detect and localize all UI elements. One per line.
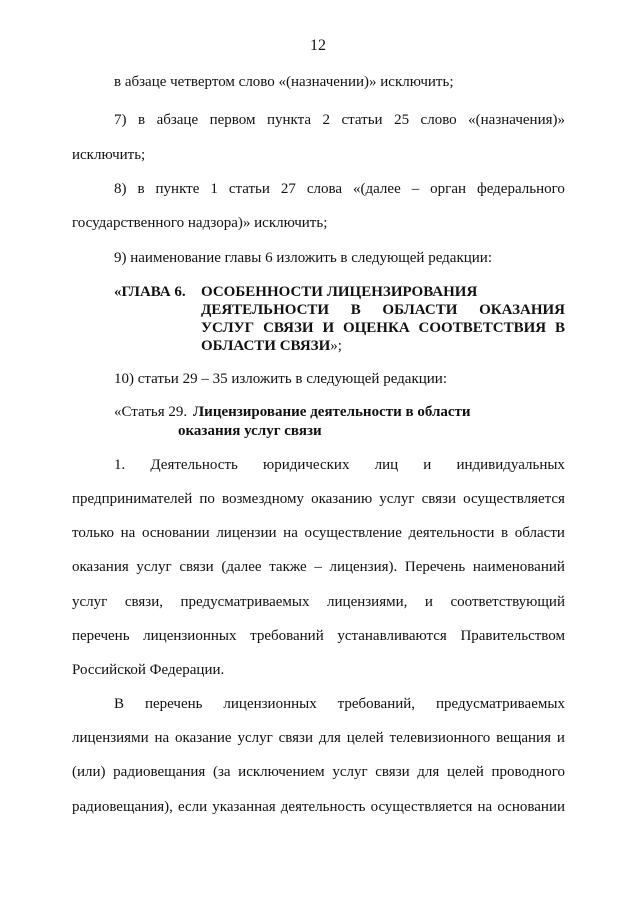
word: «(назначения)» bbox=[468, 112, 565, 128]
word: перечень bbox=[144, 696, 203, 712]
word: вещания bbox=[496, 730, 551, 746]
word: слово bbox=[420, 112, 457, 128]
word: оказание bbox=[175, 730, 232, 746]
word: в bbox=[501, 525, 509, 541]
word: и bbox=[423, 457, 432, 473]
word: СВЯЗИ bbox=[263, 320, 314, 336]
word: индивидуальных bbox=[456, 457, 565, 473]
word: Правительством bbox=[460, 628, 565, 644]
word: услуг bbox=[379, 491, 415, 507]
word: возмездному bbox=[221, 491, 305, 507]
word: (далее bbox=[221, 559, 262, 575]
word: и bbox=[556, 730, 565, 746]
word: Деятельность bbox=[150, 457, 238, 473]
word: требований, bbox=[337, 696, 416, 712]
word: перечень bbox=[72, 628, 130, 644]
word: И bbox=[322, 320, 335, 336]
word: лицензионных bbox=[223, 696, 317, 712]
word: лицензия). bbox=[329, 559, 398, 575]
word: только bbox=[72, 525, 115, 541]
word: ОБЛАСТИ bbox=[382, 302, 458, 318]
word: лицензионных bbox=[143, 628, 237, 644]
word: в bbox=[137, 181, 145, 197]
paragraph-line bbox=[114, 112, 565, 129]
word: связи bbox=[179, 559, 214, 575]
word: 8) bbox=[114, 181, 127, 197]
word: наименований bbox=[472, 559, 565, 575]
body-line bbox=[72, 491, 565, 508]
word: деятельности bbox=[408, 525, 495, 541]
word: проводного bbox=[491, 764, 565, 780]
paragraph-line: 10) статьи 29 – 35 изложить в следующей редакции: bbox=[114, 371, 447, 387]
body-line bbox=[114, 696, 565, 713]
word: предусматриваемых bbox=[435, 696, 565, 712]
word: связи bbox=[375, 764, 410, 780]
word: целей bbox=[346, 730, 384, 746]
word: указанная bbox=[212, 799, 276, 815]
word: на bbox=[120, 525, 136, 541]
word: лицензиями, bbox=[327, 594, 408, 610]
word: области bbox=[514, 525, 565, 541]
word: первом bbox=[209, 112, 256, 128]
word: – bbox=[411, 181, 420, 197]
word: орган bbox=[430, 181, 467, 197]
word: для bbox=[318, 730, 341, 746]
word: требований bbox=[250, 628, 324, 644]
word: оказанию bbox=[311, 491, 373, 507]
article-title-line: Лицензирование деятельности в области bbox=[193, 404, 471, 420]
word: абзаце bbox=[156, 112, 199, 128]
word: на bbox=[477, 799, 493, 815]
word: на bbox=[283, 525, 298, 541]
word: связи, bbox=[124, 594, 163, 610]
word: также bbox=[269, 559, 307, 575]
body-line bbox=[72, 525, 565, 542]
word: пункте bbox=[155, 181, 200, 197]
word: 2 bbox=[322, 112, 330, 128]
chapter-title-line bbox=[201, 320, 565, 337]
body-line bbox=[72, 559, 565, 576]
word: УСЛУГ bbox=[201, 320, 255, 336]
word: радиовещания), bbox=[72, 799, 173, 815]
word: пункта bbox=[266, 112, 312, 128]
word: 1 bbox=[210, 181, 218, 197]
word: статьи bbox=[228, 181, 270, 197]
word: слова bbox=[306, 181, 343, 197]
word: ОКАЗАНИЯ bbox=[479, 302, 565, 318]
word: (или) bbox=[72, 764, 106, 780]
paragraph-line: исключить; bbox=[72, 147, 146, 163]
paragraph-line: в абзаце четвертом слово «(назначении)» исключить; bbox=[114, 74, 454, 90]
word: федерального bbox=[476, 181, 565, 197]
word: соответствующий bbox=[450, 594, 565, 610]
word: предусматриваемых bbox=[180, 594, 310, 610]
word: радиовещания bbox=[113, 764, 206, 780]
chapter-title-line bbox=[201, 302, 565, 319]
word: основании bbox=[141, 525, 210, 541]
word: «(далее bbox=[353, 181, 401, 197]
word: 27 bbox=[280, 181, 296, 197]
word: В bbox=[554, 320, 565, 336]
word: услуг bbox=[237, 730, 273, 746]
word: по bbox=[199, 491, 215, 507]
word: 1. bbox=[114, 457, 126, 473]
page-number: 12 bbox=[310, 37, 326, 54]
body-line: Российской Федерации. bbox=[72, 662, 225, 678]
word: 25 bbox=[394, 112, 410, 128]
word: лиц bbox=[374, 457, 399, 473]
word: СООТВЕТСТВИЯ bbox=[418, 320, 547, 336]
body-line bbox=[72, 799, 565, 816]
chapter-title-line: ОБЛАСТИ СВЯЗИ»; bbox=[201, 338, 342, 354]
word: осуществляется bbox=[370, 799, 473, 815]
word: и bbox=[424, 594, 433, 610]
word: В bbox=[350, 302, 361, 318]
word: лицензиями bbox=[72, 730, 149, 746]
word: – bbox=[314, 559, 322, 575]
word: связи bbox=[278, 730, 314, 746]
word: телевизионного bbox=[389, 730, 491, 746]
word: В bbox=[114, 696, 125, 712]
word: (за bbox=[212, 764, 231, 780]
paragraph-line bbox=[114, 181, 565, 198]
paragraph-line: 9) наименование главы 6 изложить в следующей редакции: bbox=[114, 250, 492, 266]
word: лицензии bbox=[216, 525, 277, 541]
word: предпринимателей bbox=[72, 491, 193, 507]
article-title-line: оказания услуг связи bbox=[178, 423, 322, 439]
word: в bbox=[137, 112, 146, 128]
article-prefix: «Статья 29. bbox=[114, 404, 188, 420]
paragraph-line: государственного надзора)» исключить; bbox=[72, 215, 328, 231]
word: ОЦЕНКА bbox=[342, 320, 410, 336]
word: оказания bbox=[72, 559, 129, 575]
body-line bbox=[72, 764, 565, 781]
word: осуществление bbox=[304, 525, 402, 541]
word: Перечень bbox=[404, 559, 466, 575]
word: осуществляется bbox=[463, 491, 565, 507]
word: исключением bbox=[238, 764, 325, 780]
word: статьи bbox=[341, 112, 383, 128]
chapter-suffix: »; bbox=[330, 338, 342, 354]
word: 7) bbox=[114, 112, 127, 128]
body-line bbox=[72, 730, 565, 747]
word: связи bbox=[421, 491, 457, 507]
body-line bbox=[72, 594, 565, 611]
word: основании bbox=[497, 799, 565, 815]
word: на bbox=[154, 730, 170, 746]
chapter-title-line: ОСОБЕННОСТИ ЛИЦЕНЗИРОВАНИЯ bbox=[201, 284, 478, 300]
word: для bbox=[417, 764, 440, 780]
word: услуг bbox=[72, 594, 108, 610]
body-line bbox=[72, 628, 565, 645]
word: устанавливаются bbox=[337, 628, 447, 644]
word: услуг bbox=[136, 559, 172, 575]
body-line bbox=[114, 457, 565, 474]
word: если bbox=[177, 799, 208, 815]
word: ДЕЯТЕЛЬНОСТИ bbox=[201, 302, 330, 318]
word: юридических bbox=[263, 457, 350, 473]
chapter-prefix: «ГЛАВА 6. bbox=[114, 284, 186, 300]
word: услуг bbox=[332, 764, 368, 780]
word: целей bbox=[446, 764, 484, 780]
word: деятельность bbox=[280, 799, 366, 815]
